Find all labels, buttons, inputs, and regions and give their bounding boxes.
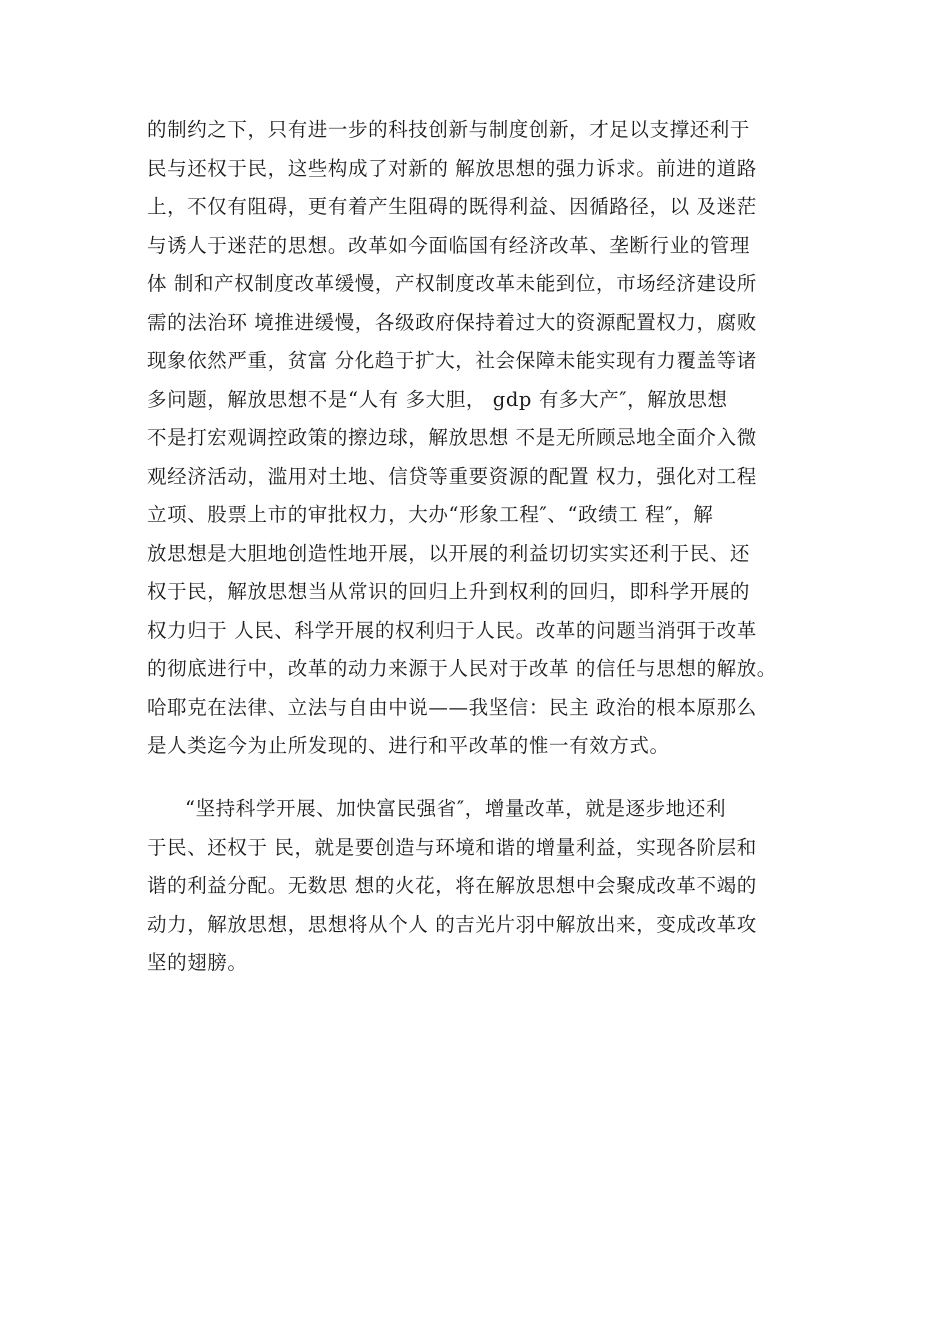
- paragraph-line: 多问题，解放思想不是“人有 多大胆， gdp 有多大产″，解放思想: [147, 387, 728, 411]
- paragraph-line: 动力，解放思想，思想将从个人 的吉光片羽中解放出来，变成改革攻: [147, 912, 757, 936]
- paragraph-line: 民与还权于民，这些构成了对新的 解放思想的强力诉求。前进的道路: [147, 156, 757, 180]
- paragraph-line: 不是打宏观调控政策的擦边球，解放思想 不是无所顾忌地全面介入微: [147, 426, 757, 449]
- paragraph-line: 坚的翅膀。: [147, 951, 248, 974]
- paragraph-line: 与诱人于迷茫的思想。改革如今面临国有经济改革、垄断行业的管理: [147, 233, 751, 257]
- paragraph-line: “坚持科学开展、加快富民强省″，增量改革，就是逐步地还利: [185, 797, 727, 820]
- paragraph-line: 哈耶克在法律、立法与自由中说——我坚信：民主 政治的根本原那么: [147, 695, 757, 719]
- paragraph-line: 上，不仅有阻碍，更有着产生阻碍的既得利益、因循路径，以 及迷茫: [147, 195, 757, 218]
- paragraph-line: 权于民，解放思想当从常识的回归上升到权利的回归，即科学开展的: [147, 580, 751, 603]
- paragraph: [147, 111, 827, 766]
- paragraph-line: 需的法治环 境推进缓慢，各级政府保持着过大的资源配置权力，腐败: [147, 310, 757, 334]
- paragraph-line: 的彻底进行中，改革的动力来源于人民对于改革 的信任与思想的解放。: [147, 657, 777, 680]
- paragraph-line: 观经济活动，滥用对土地、信贷等重要资源的配置 权力，强化对工程: [147, 464, 757, 488]
- paragraph-line: 放思想是大胆地创造性地开展，以开展的利益切切实实还利于民、还: [147, 541, 751, 565]
- paragraph-line: 是人类迄今为止所发现的、进行和平改革的惟一有效方式。: [147, 734, 670, 757]
- paragraph-line: 于民、还权于 民，就是要创造与环境和谐的增量利益，实现各阶层和: [147, 835, 757, 859]
- paragraph-line: 谐的利益分配。无数思 想的火花，将在解放思想中会聚成改革不竭的: [147, 874, 757, 897]
- paragraph: [147, 790, 827, 983]
- paragraph-line: 立项、股票上市的审批权力，大办“形象工程″、“政绩工 程″，解: [147, 503, 714, 526]
- paragraph-line: 现象依然严重，贫富 分化趋于扩大，社会保障未能实现有力覆盖等诸: [147, 349, 757, 372]
- paragraph-line: 的制约之下，只有进一步的科技创新与制度创新，才足以支撑还利于: [147, 118, 751, 141]
- paragraph-line: 权力归于 人民、科学开展的权利归于人民。改革的问题当消弭于改革: [147, 618, 757, 642]
- paragraph-line: 体 制和产权制度改革缓慢，产权制度改革未能到位，市场经济建设所: [147, 272, 757, 295]
